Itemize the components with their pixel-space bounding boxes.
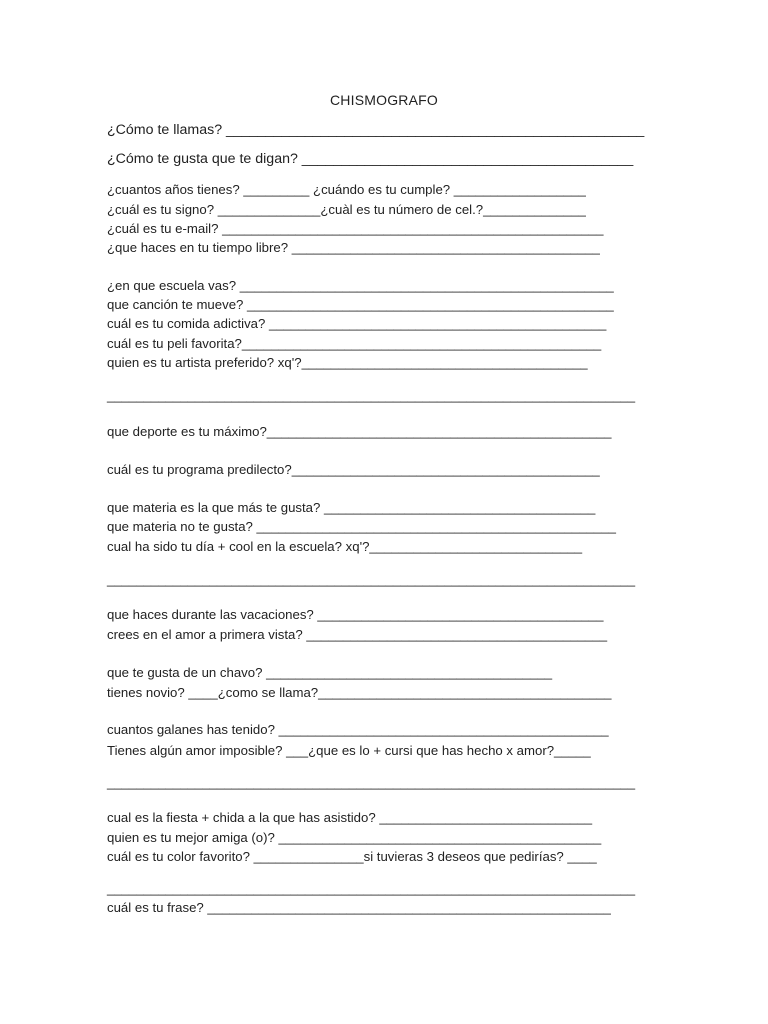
question-line: cuál es tu comida adictiva? ______________________________________________ (107, 316, 607, 331)
question-line: cual es la fiesta + chida a la que has asistido? _____________________________ (107, 810, 593, 825)
question-line: ¿cuál es tu e-mail? ____________________________________________________ (107, 221, 604, 236)
question-line: ¿Cómo te gusta que te digan? __________________________________________ (107, 151, 634, 167)
page-title: CHISMOGRAFO (330, 92, 438, 108)
question-line: cual ha sido tu día + cool en la escuela? xq'?_____________________________ (107, 539, 583, 554)
question-line: ¿cuál es tu signo? ______________¿cuàl es tu número de cel.?______________ (107, 202, 586, 217)
question-line: ¿que haces en tu tiempo libre? __________________________________________ (107, 240, 600, 255)
question-line: ¿Cómo te llamas? _____________________________________________________ (107, 122, 645, 138)
question-line: cuál es tu frase? _______________________________________________________ (107, 900, 611, 915)
question-line: cuantos galanes has tenido? _____________________________________________ (107, 722, 609, 737)
question-line: cuál es tu peli favorita?_________________________________________________ (107, 336, 602, 351)
question-line: que deporte es tu máximo?_______________________________________________ (107, 424, 612, 439)
answer-line: ________________________________________________________________________ (107, 775, 636, 790)
question-line: ¿en que escuela vas? ___________________________________________________ (107, 278, 614, 293)
question-line: quien es tu artista preferido? xq'?_______________________________________ (107, 355, 588, 370)
question-line: crees en el amor a primera vista? _________________________________________ (107, 627, 608, 642)
question-line: ¿cuantos años tienes? _________ ¿cuándo es tu cumple? __________________ (107, 182, 586, 197)
question-line: que haces durante las vacaciones? _______________________________________ (107, 607, 604, 622)
question-line: cuál es tu color favorito? _______________si tuvieras 3 deseos que pedirías? ____ (107, 849, 597, 864)
question-line: Tienes algún amor imposible? ___¿que es lo + cursi que has hecho x amor?_____ (107, 743, 591, 758)
question-line: que materia no te gusta? _________________________________________________ (107, 519, 616, 534)
answer-line: ________________________________________________________________________ (107, 572, 636, 587)
answer-line: ________________________________________________________________________ (107, 881, 636, 896)
answer-line: ________________________________________________________________________ (107, 388, 636, 403)
question-line: que materia es la que más te gusta? _____________________________________ (107, 500, 596, 515)
question-line: que te gusta de un chavo? _______________________________________ (107, 665, 553, 680)
question-line: cuál es tu programa predilecto?__________________________________________ (107, 462, 600, 477)
question-line: tienes novio? ____¿como se llama?________________________________________ (107, 685, 612, 700)
question-line: quien es tu mejor amiga (o)? ____________________________________________ (107, 830, 602, 845)
question-line: que canción te mueve? __________________________________________________ (107, 297, 614, 312)
